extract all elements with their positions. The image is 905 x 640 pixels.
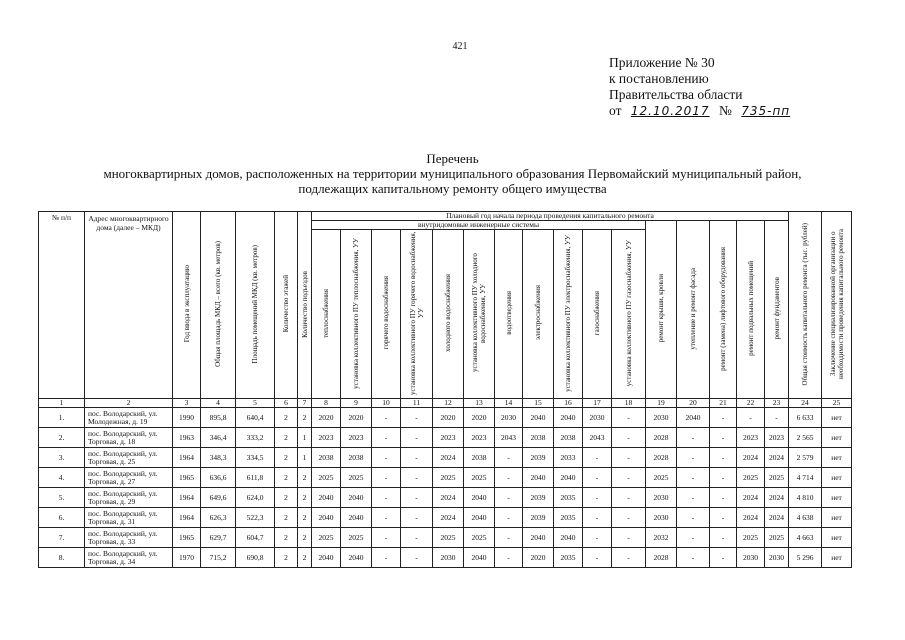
table-cell: 2 [275,428,298,448]
table-cell: нет [822,408,852,428]
table-cell: 333,2 [236,428,275,448]
table-cell: нет [822,428,852,448]
column-number-cell: 7 [298,399,312,408]
table-cell: 715,2 [201,548,236,568]
header-floors: Количество этажей [275,212,298,399]
table-cell: - [583,488,612,508]
table-row [39,468,852,488]
table-cell: 2039 [523,448,554,468]
table-cell: - [612,528,646,548]
table-cell: 2 [298,488,312,508]
table-cell: 346,4 [201,428,236,448]
header-cold-water-meter: установка коллективного ПУ холодного водоснабжения, УУ [464,230,495,399]
appendix-line-3: Правительства области [609,87,743,102]
table-cell: 6 633 [789,408,822,428]
table-cell: 522,3 [236,508,275,528]
table-cell: нет [822,468,852,488]
column-number-cell: 11 [401,399,433,408]
table-cell: 2040 [554,468,583,488]
table-cell: 2030 [765,548,789,568]
table-cell: 624,0 [236,488,275,508]
column-number-cell: 3 [173,399,201,408]
table-cell: 2 [275,488,298,508]
table-cell: - [710,548,737,568]
table-cell: - [372,428,401,448]
table-cell: 334,5 [236,448,275,468]
table-cell: - [495,528,523,548]
header-conclusion: Заключение специализированной организации о необходимости проведения капитального ремонта [822,212,852,399]
table-cell: 2020 [312,408,341,428]
table-cell: 2024 [765,448,789,468]
table-cell: нет [822,448,852,468]
title-line-1: Перечень [426,151,479,166]
column-number-cell: 22 [737,399,765,408]
table-cell: - [710,448,737,468]
table-cell: - [612,448,646,468]
column-number-cell: 20 [677,399,710,408]
table-cell: 2 565 [789,428,822,448]
table-cell: - [710,488,737,508]
column-number-cell: 12 [433,399,464,408]
table-cell: 2032 [646,528,677,548]
address-cell: пос. Володарский, ул. Торговая, д. 25 [85,448,173,468]
appendix-block [609,55,796,119]
table-cell: 1965 [173,468,201,488]
table-row [39,448,852,468]
column-number-cell: 18 [612,399,646,408]
table-cell: 2 [298,528,312,548]
table-cell: 2025 [737,468,765,488]
table-cell: 2028 [646,448,677,468]
table-cell: 2024 [737,508,765,528]
column-number-cell: 1 [39,399,85,408]
table-cell: 611,8 [236,468,275,488]
table-cell: 4 663 [789,528,822,548]
table-cell: - [612,468,646,488]
table-cell: - [612,428,646,448]
table-cell: - [677,468,710,488]
table-cell: - [401,408,433,428]
table-cell: 2 [298,408,312,428]
table-cell: - [372,508,401,528]
table-cell: 2040 [464,488,495,508]
table-cell: 2030 [737,548,765,568]
table-cell: - [372,468,401,488]
table-cell: 2020 [464,408,495,428]
table-cell: 2025 [765,528,789,548]
column-number-cell: 24 [789,399,822,408]
column-number-cell: 17 [583,399,612,408]
table-cell: 2024 [765,508,789,528]
table-cell: 2040 [341,488,372,508]
table-cell: 626,3 [201,508,236,528]
table-cell: 4 714 [789,468,822,488]
header-heat-supply: теплоснабжения [312,230,341,399]
table-cell: - [765,408,789,428]
title-line-3: подлежащих капитальному ремонту общего имущества [298,181,607,196]
column-number-row-group [39,399,852,408]
table-cell: 1 [298,428,312,448]
date-prefix: от [609,103,622,118]
table-cell: 2 [275,508,298,528]
table-cell: - [372,488,401,508]
table-cell: 2028 [646,548,677,568]
table-cell: 2038 [464,448,495,468]
table-cell: 1964 [173,508,201,528]
table-cell: 2024 [433,508,464,528]
page-number: 421 [452,41,468,52]
column-number-cell: 19 [646,399,677,408]
table-cell: 2040 [554,528,583,548]
table-cell: 7. [39,528,85,548]
column-number-cell: 8 [312,399,341,408]
header-num: № п/п [39,212,85,399]
table-cell: 2040 [523,408,554,428]
header-sewerage: водоотведения [495,230,523,399]
header-premises-area: Площадь помещений МКД (кв. метров) [236,212,275,399]
table-cell: 2020 [433,408,464,428]
table-cell: - [612,508,646,528]
header-electricity: электроснабжения [523,230,554,399]
header-hot-water-meter: установка коллективного ПУ горячего водоснабжения, УУ [401,230,433,399]
table-cell: 2025 [737,528,765,548]
table-cell: 2040 [312,508,341,528]
column-number-cell: 4 [201,399,236,408]
header-entrances: Количество подъездов [298,212,312,399]
table-cell: 2025 [341,528,372,548]
table-cell: 6. [39,508,85,528]
column-number-cell: 10 [372,399,401,408]
table-cell: 2 [298,548,312,568]
header-roof: ремонт крыши, кровли [646,221,677,399]
table-cell: 2025 [765,468,789,488]
table-cell: 2043 [583,428,612,448]
table-cell: 5 296 [789,548,822,568]
appendix-line-2: к постановлению [609,71,709,86]
table-cell: 690,8 [236,548,275,568]
column-number-cell: 23 [765,399,789,408]
table-cell: 629,7 [201,528,236,548]
table-cell: - [372,408,401,428]
table-cell: - [710,508,737,528]
column-number-cell: 15 [523,399,554,408]
table-cell: 2024 [737,448,765,468]
address-cell: пос. Володарский, ул. Торговая, д. 33 [85,528,173,548]
header-gas-meter: установка коллективного ПУ газоснабжения, УУ [612,230,646,399]
table-cell: 2025 [341,468,372,488]
table-cell: 2040 [312,548,341,568]
table-row [39,408,852,428]
table-cell: - [401,428,433,448]
header-facade: утепление и ремонт фасада [677,221,710,399]
table-cell: 2030 [495,408,523,428]
table-cell: 2035 [554,548,583,568]
table-cell: 1. [39,408,85,428]
column-number-cell: 14 [495,399,523,408]
title-line-2: многоквартирных домов, расположенных на территории муниципального образования Первомайский муниципальный район, [103,166,802,181]
header-basement: ремонт подвальных помещений [737,221,765,399]
table-cell: 1990 [173,408,201,428]
column-number-cell: 25 [822,399,852,408]
column-number-cell: 13 [464,399,495,408]
table-cell: 2040 [523,468,554,488]
table-cell: 1965 [173,528,201,548]
table-cell: 2040 [677,408,710,428]
table-cell: 4 810 [789,488,822,508]
table-cell: 2024 [433,488,464,508]
table-cell: 2024 [765,488,789,508]
table-cell: - [372,448,401,468]
table-cell: 2038 [312,448,341,468]
table-cell: 2043 [495,428,523,448]
table-row [39,548,852,568]
table-cell: 2040 [464,508,495,528]
address-cell: пос. Володарский, ул. Торговая, д. 27 [85,468,173,488]
table-cell: 2038 [523,428,554,448]
table-cell: 640,4 [236,408,275,428]
header-elevator: ремонт (замена) лифтового оборудования [710,221,737,399]
header-foundation: ремонт фундаментов [765,221,789,399]
table-cell: - [612,488,646,508]
header-cold-water: холодного водоснабжения [433,230,464,399]
table-cell: нет [822,488,852,508]
table-cell: 8. [39,548,85,568]
table-cell: 2030 [433,548,464,568]
register-table [38,211,852,568]
document-title [0,151,905,196]
table-cell: - [677,448,710,468]
column-number-cell: 9 [341,399,372,408]
table-cell: 348,3 [201,448,236,468]
table-cell: 2040 [312,488,341,508]
table-cell: - [401,488,433,508]
table-row [39,508,852,528]
header-hot-water: горячего водоснабжения [372,230,401,399]
table-cell: 2 579 [789,448,822,468]
table-cell: 2025 [433,468,464,488]
table-cell: 2040 [341,548,372,568]
table-cell: 4 638 [789,508,822,528]
table-cell: 636,6 [201,468,236,488]
table-cell: 2023 [312,428,341,448]
table-cell: 2 [275,468,298,488]
table-row [39,528,852,548]
table-cell: 2025 [646,468,677,488]
table-cell: 2038 [554,428,583,448]
table-cell: 1964 [173,448,201,468]
table-cell: - [401,548,433,568]
table-cell: - [583,448,612,468]
table-cell: 2025 [312,528,341,548]
table-cell: нет [822,528,852,548]
table-cell: 2025 [433,528,464,548]
table-cell: - [495,448,523,468]
address-cell: пос. Володарский, ул. Молодежная, д. 19 [85,408,173,428]
appendix-line-1: Приложение № 30 [609,55,715,70]
table-cell: 4. [39,468,85,488]
table-cell: 2 [298,468,312,488]
table-cell: - [372,548,401,568]
table-cell: - [401,468,433,488]
appendix-date-line [609,103,796,119]
table-cell: - [710,428,737,448]
header-electricity-meter: установка коллективного ПУ электроснабжения, УУ [554,230,583,399]
table-cell: 2040 [554,408,583,428]
header-engineering-systems: внутридомовые инженерные системы [312,221,646,230]
address-cell: пос. Володарский, ул. Торговая, д. 34 [85,548,173,568]
table-cell: - [583,548,612,568]
address-cell: пос. Володарский, ул. Торговая, д. 29 [85,488,173,508]
header-total-area: Общая площадь МКД – всего (кв. метров) [201,212,236,399]
header-gas: газоснабжения [583,230,612,399]
table-cell: - [710,528,737,548]
table-cell: 3. [39,448,85,468]
table-cell: 2025 [464,528,495,548]
table-cell: 1970 [173,548,201,568]
column-number-cell: 6 [275,399,298,408]
table-cell: 2 [275,448,298,468]
table-cell: - [372,528,401,548]
header-address: Адрес многоквартирного дома (далее – МКД) [85,212,173,399]
table-cell: - [495,468,523,488]
header-planned-year: Плановый год начала периода проведения капитального ремонта [312,212,789,221]
table-cell: 2030 [646,408,677,428]
table-cell: - [677,488,710,508]
table-cell: 2024 [433,448,464,468]
table-cell: 2023 [341,428,372,448]
table-cell: 2023 [464,428,495,448]
table-cell: 2023 [433,428,464,448]
table-cell: - [401,448,433,468]
table-cell: 2025 [312,468,341,488]
table-cell: - [677,548,710,568]
table-cell: - [495,508,523,528]
table-cell: 649,6 [201,488,236,508]
table-cell: - [495,548,523,568]
table-row [39,488,852,508]
table-cell: 2023 [737,428,765,448]
table-cell: - [677,508,710,528]
table-cell: 1964 [173,488,201,508]
table-cell: 2020 [341,408,372,428]
table-cell: 2033 [554,448,583,468]
table-cell: 895,8 [201,408,236,428]
table-cell: 2039 [523,508,554,528]
table-cell: - [612,548,646,568]
table-cell: 2040 [464,548,495,568]
column-number-cell: 16 [554,399,583,408]
table-cell: нет [822,508,852,528]
table-cell: 2035 [554,488,583,508]
column-number-cell: 21 [710,399,737,408]
table-cell: 2040 [523,528,554,548]
table-cell: 2038 [341,448,372,468]
table-cell: 2 [275,528,298,548]
table-cell: 2039 [523,488,554,508]
header-year-built: Год ввода в эксплуатацию [173,212,201,399]
table-cell: 2030 [646,488,677,508]
table-cell: - [737,408,765,428]
table-cell: - [710,468,737,488]
table-cell: 1963 [173,428,201,448]
address-cell: пос. Володарский, ул. Торговая, д. 31 [85,508,173,528]
table-cell: 5. [39,488,85,508]
table-cell: 2020 [523,548,554,568]
table-cell: 2 [275,548,298,568]
column-number-row [39,399,852,408]
table-cell: 604,7 [236,528,275,548]
handwritten-date: 12.10.2017 [630,104,710,118]
table-cell: 2024 [737,488,765,508]
table-cell: 2. [39,428,85,448]
table-cell: 2023 [765,428,789,448]
table-cell: 2035 [554,508,583,528]
table-cell: - [401,528,433,548]
column-number-cell: 5 [236,399,275,408]
number-prefix: № [718,103,732,118]
column-number-cell: 2 [85,399,173,408]
table-row [39,428,852,448]
data-rows [39,408,852,568]
table-cell: 1 [298,448,312,468]
table-cell: нет [822,548,852,568]
table-cell: 2025 [464,468,495,488]
table-cell: - [583,528,612,548]
table-cell: - [583,468,612,488]
table-cell: 2 [275,408,298,428]
table-cell: - [710,408,737,428]
table-cell: - [495,488,523,508]
table-cell: 2 [298,508,312,528]
header-total-cost: Общая стоимость капитального ремонта (тыс. рублей) [789,212,822,399]
table-cell: 2030 [583,408,612,428]
table-cell: 2030 [646,508,677,528]
table-cell: 2028 [646,428,677,448]
table-cell: - [612,408,646,428]
table-cell: 2040 [341,508,372,528]
table-cell: - [583,508,612,528]
table-cell: - [677,428,710,448]
table-cell: - [677,528,710,548]
handwritten-number: 735-пп [741,104,791,118]
address-cell: пос. Володарский, ул. Торговая, д. 18 [85,428,173,448]
header-heat-meter: установка коллективного ПУ теплоснабжения, УУ [341,230,372,399]
table-cell: - [401,508,433,528]
